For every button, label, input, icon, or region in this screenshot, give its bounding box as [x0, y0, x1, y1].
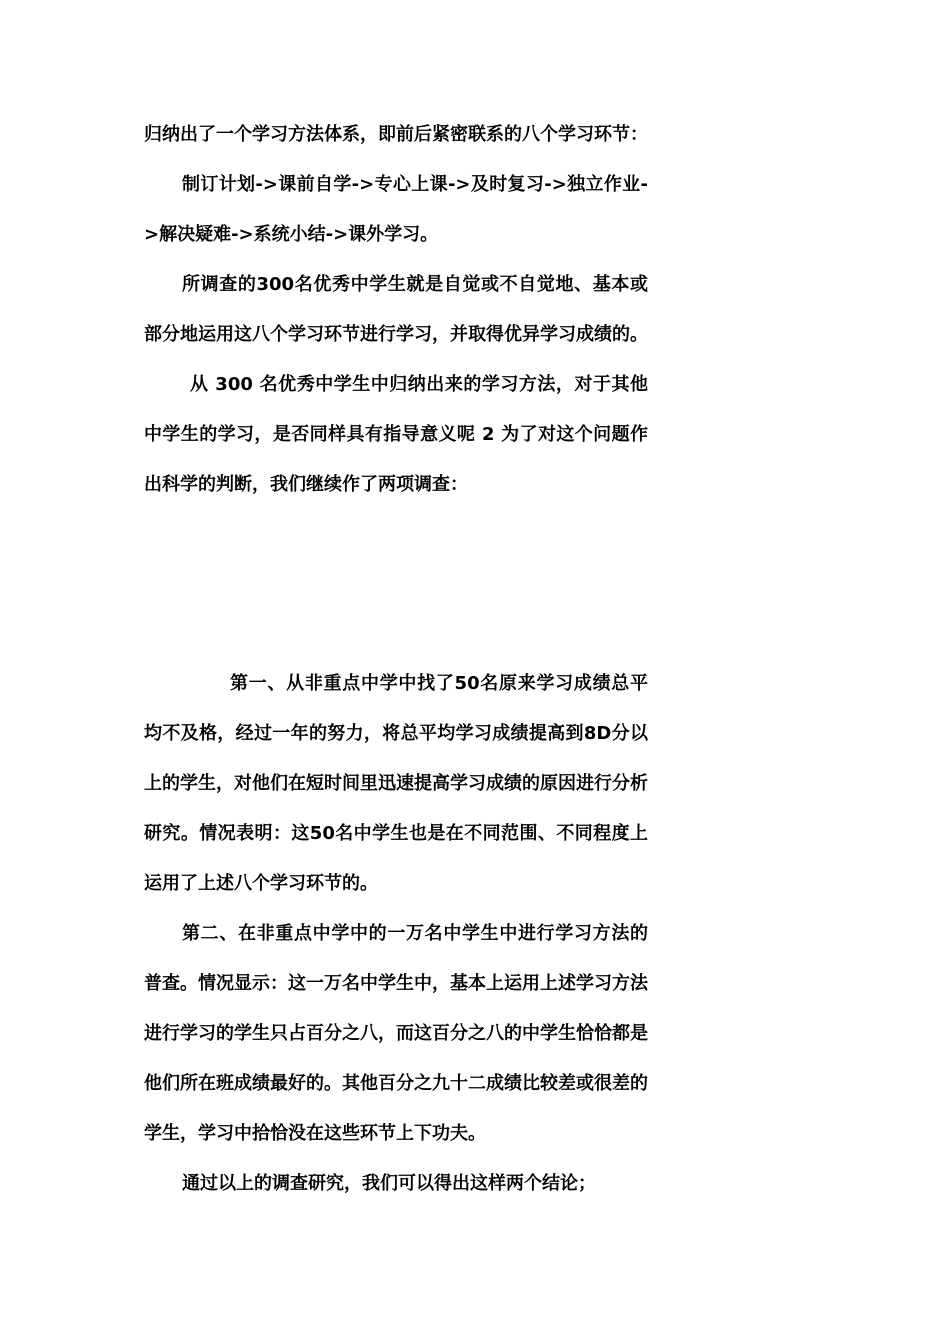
paragraph-6: 第二、在非重点中学中的一万名中学生中进行学习方法的普查。情况显示：这一万名中学生中，基本上运用上述学习方法进行学习的学生只占百分之八，而这百分之八的中学生恰恰都是他们所在班成绩最好的。其他百分之九十二成绩比较差或很差的学生，学习中拾恰没在这些环节上下功夫。 [144, 923, 648, 1144]
paragraph-5: 第一、从非重点中学中找了50名原来学习成绩总平均不及格，经过一年的努力，将总平均学习成绩提高到8D分以上的学生，对他们在短时间里迅速提高学习成绩的原因进行分析研究。情况表明：这50名中学生也是在不同范围、不同程度上运用了上述八个学习环节的。 [144, 673, 648, 894]
paragraph-3: 所调查的300名优秀中学生就是自觉或不自觉地、基本或部分地运用这八个学习环节进行学习，并取得优异学习成绩的。 [144, 274, 648, 345]
paragraph-2: 制订计划->课前自学->专心上课->及时复习->独立作业->解决疑难->系统小结->课外学习。 [144, 174, 648, 245]
paragraph-1: 归纳出了一个学习方法体系，即前后紧密联系的八个学习环节： [144, 124, 648, 145]
text-section-top [144, 110, 648, 510]
paragraph-4: 从 300 名优秀中学生中归纳出来的学习方法，对于其他中学生的学习，是否同样具有指导意义呢 2 为了对这个问题作出科学的判断，我们继续作了两项调查： [144, 374, 648, 495]
paragraph-7: 通过以上的调查研究，我们可以得出这样两个结论； [182, 1173, 596, 1194]
text-section-bottom [144, 659, 648, 1209]
